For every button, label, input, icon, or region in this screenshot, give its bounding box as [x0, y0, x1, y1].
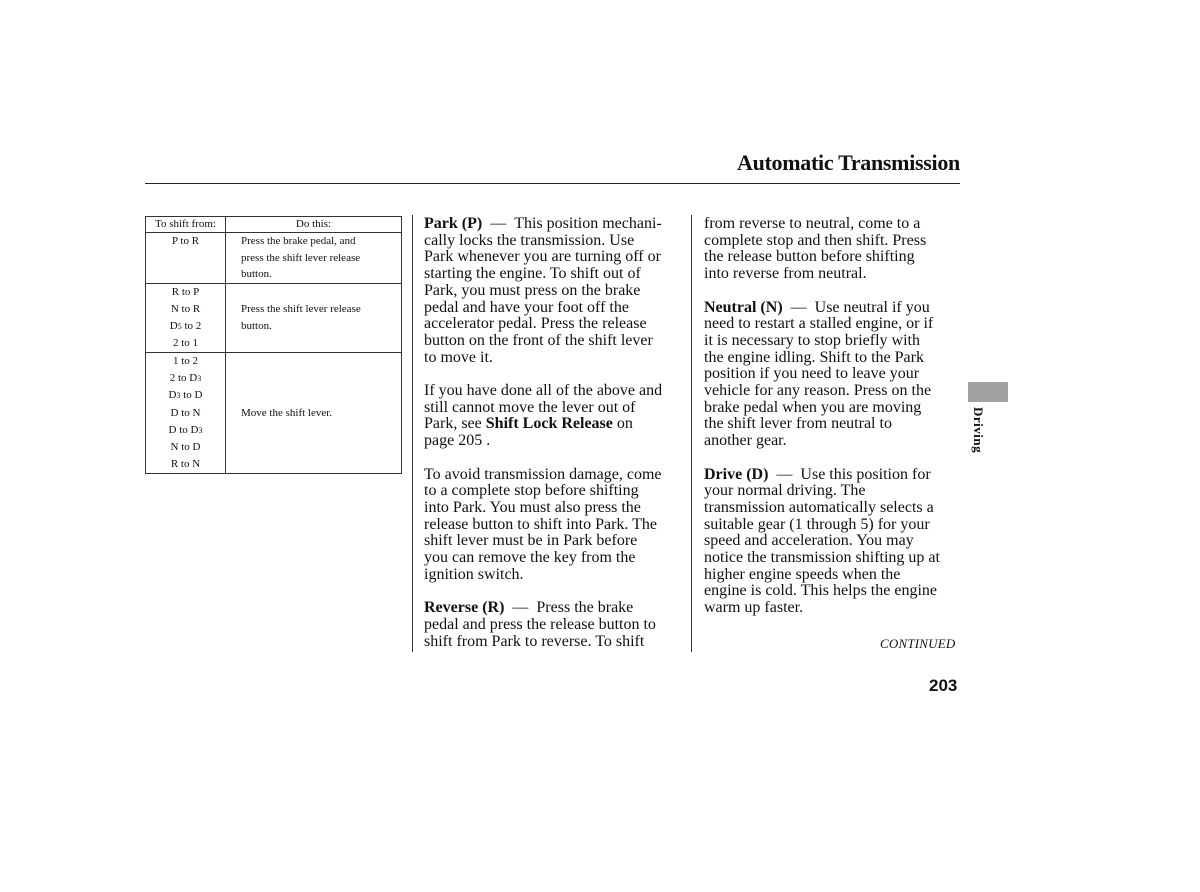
- text-line: This position mechani-: [514, 215, 662, 232]
- shift-from-text: 2 to 1: [172, 337, 199, 350]
- title-rule: [145, 183, 960, 184]
- reverse-continued-paragraph: [704, 216, 966, 283]
- em-dash: —: [490, 215, 507, 232]
- text-line: your normal driving. The: [704, 482, 866, 500]
- text-line: the release button before shifting: [704, 248, 915, 266]
- column-divider: [412, 215, 413, 652]
- text-line: button on the front of the shift lever: [424, 331, 653, 349]
- table-header-row: [146, 217, 402, 233]
- shift-from-text: D to D: [168, 423, 199, 436]
- text-line: warm up faster.: [704, 599, 804, 617]
- text-line: it is necessary to stop briefly with: [704, 331, 920, 349]
- shift-action-cell: [226, 233, 402, 284]
- shift-from-item: [146, 405, 225, 422]
- section-tab-label: Driving: [971, 407, 986, 454]
- text-line: suitable gear (1 through 5) for your: [704, 515, 930, 533]
- shift-from-item: [146, 318, 225, 336]
- text-line: If you have done all of the above and: [424, 382, 663, 400]
- drive-paragraph: [704, 467, 966, 617]
- shift-from-text: to 2: [181, 319, 202, 332]
- text-line: cally locks the transmission. Use: [424, 231, 635, 249]
- text-line: Park whenever you are turning off or: [424, 248, 661, 266]
- shift-action-text: press the shift lever release: [241, 251, 361, 264]
- text-line: still cannot move the lever out of: [424, 398, 636, 416]
- shift-from-item: [146, 335, 225, 352]
- text-line: starting the engine. To shift out of: [424, 265, 641, 283]
- text-line: pedal and press the release button to: [424, 615, 656, 633]
- shift-from-text: D: [168, 389, 177, 402]
- em-dash: —: [776, 465, 793, 483]
- shift-from-cell: [146, 284, 226, 353]
- text-line: shift lever must be in Park before: [424, 532, 638, 550]
- shift-from-text: D: [169, 319, 178, 332]
- table-row: [146, 352, 402, 473]
- park-heading: Park (P): [424, 215, 483, 232]
- text-line: pedal and have your foot off the: [424, 298, 629, 316]
- text-column-2: [424, 216, 686, 667]
- text-line: into Park. You must also press the: [424, 498, 641, 516]
- text-line: the engine idling. Shift to the Park: [704, 348, 924, 366]
- park-note-paragraph: [424, 383, 686, 450]
- shift-action-cell: [226, 352, 402, 473]
- page-number: 203: [929, 676, 958, 695]
- text-line: engine is cold. This helps the engine: [704, 582, 937, 600]
- shift-from-text: N to D: [170, 441, 201, 454]
- shift-from-text: P to R: [171, 235, 200, 247]
- text-line: from reverse to neutral, come to a: [704, 215, 921, 232]
- text-line: notice the transmission shifting up at: [704, 549, 940, 567]
- text-line: into reverse from neutral.: [704, 265, 867, 283]
- shift-action-cell: [226, 284, 402, 353]
- text-column-3: [704, 216, 966, 634]
- gear-subscript: 3: [197, 373, 202, 383]
- shift-from-item: [146, 284, 225, 301]
- shift-from-text: to D: [180, 389, 203, 402]
- shift-action-text: button.: [241, 268, 272, 281]
- text-line: to a complete stop before shifting: [424, 482, 639, 500]
- table-row: [146, 233, 402, 284]
- shift-from-item: [146, 387, 225, 405]
- reverse-heading: Reverse (R): [424, 599, 505, 617]
- text-line: vehicle for any reason. Press on the: [704, 382, 932, 400]
- neutral-heading: Neutral (N): [704, 298, 783, 316]
- continued-label: CONTINUED: [880, 636, 956, 651]
- text-line: need to restart a stalled engine, or if: [704, 315, 934, 333]
- em-dash: —: [790, 298, 807, 316]
- text-line: brake pedal when you are moving: [704, 398, 922, 416]
- shift-from-text: R to N: [170, 458, 201, 471]
- shift-from-item: [146, 422, 225, 440]
- shift-from-text: R to P: [171, 286, 200, 299]
- page-title: Automatic Transmission: [737, 150, 960, 175]
- shift-from-item: [146, 456, 225, 473]
- shift-action-text: button.: [241, 320, 272, 333]
- column-divider: [691, 215, 692, 652]
- text-line: position if you need to leave your: [704, 365, 920, 383]
- neutral-paragraph: [704, 300, 966, 450]
- column-header-from: To shift from:: [146, 217, 226, 233]
- text-line: complete stop and then shift. Press: [704, 231, 927, 249]
- shift-from-item: [146, 233, 225, 250]
- text-line: release button to shift into Park. The: [424, 515, 657, 533]
- shift-from-text: 2 to D: [169, 371, 198, 384]
- text-line: another gear.: [704, 432, 787, 450]
- shift-action-text: Move the shift lever.: [241, 406, 333, 419]
- text-line: on: [612, 415, 633, 433]
- drive-heading: Drive (D): [704, 465, 769, 483]
- reverse-paragraph: [424, 600, 686, 650]
- shift-from-cell: [146, 233, 226, 284]
- shift-action-text: Press the shift lever release: [241, 303, 361, 316]
- shift-from-item: [146, 353, 225, 370]
- text-line: transmission automatically selects a: [704, 498, 934, 516]
- gear-subscript: 5: [177, 321, 182, 331]
- shift-from-text: N to R: [170, 302, 201, 315]
- text-line: Use this position for: [800, 465, 931, 483]
- shift-from-item: [146, 439, 225, 456]
- shift-from-cell: [146, 352, 226, 473]
- text-line: Park, you must press on the brake: [424, 281, 641, 299]
- shift-action-text: Press the brake pedal, and: [241, 235, 356, 247]
- text-line: the shift lever from neutral to: [704, 415, 892, 433]
- shift-from-text: 1 to 2: [172, 354, 199, 367]
- column-header-action: Do this:: [226, 217, 402, 233]
- text-line: speed and acceleration. You may: [704, 532, 914, 550]
- shift-table: [145, 216, 402, 474]
- text-line: Press the brake: [536, 599, 634, 617]
- text-line: ignition switch.: [424, 565, 524, 583]
- text-line: to move it.: [424, 348, 493, 366]
- avoid-damage-paragraph: [424, 467, 686, 584]
- text-line: Park, see: [424, 415, 486, 433]
- text-line: higher engine speeds when the: [704, 565, 901, 583]
- park-paragraph: [424, 216, 686, 366]
- text-line: Use neutral if you: [814, 298, 930, 316]
- text-line: accelerator pedal. Press the release: [424, 315, 647, 333]
- shift-from-text: D to N: [170, 407, 201, 420]
- section-tab-marker: [968, 382, 1008, 402]
- em-dash: —: [512, 599, 529, 617]
- table-row: [146, 284, 402, 353]
- gear-subscript: 3: [176, 391, 181, 401]
- shift-from-item: [146, 301, 225, 318]
- page-reference: page 205 .: [424, 432, 491, 450]
- text-line: you can remove the key from the: [424, 549, 636, 567]
- gear-subscript: 3: [198, 425, 203, 435]
- text-line: To avoid transmission damage, come: [424, 465, 662, 483]
- shift-from-item: [146, 370, 225, 388]
- shift-lock-release-reference: Shift Lock Release: [485, 415, 613, 433]
- text-line: shift from Park to reverse. To shift: [424, 632, 645, 650]
